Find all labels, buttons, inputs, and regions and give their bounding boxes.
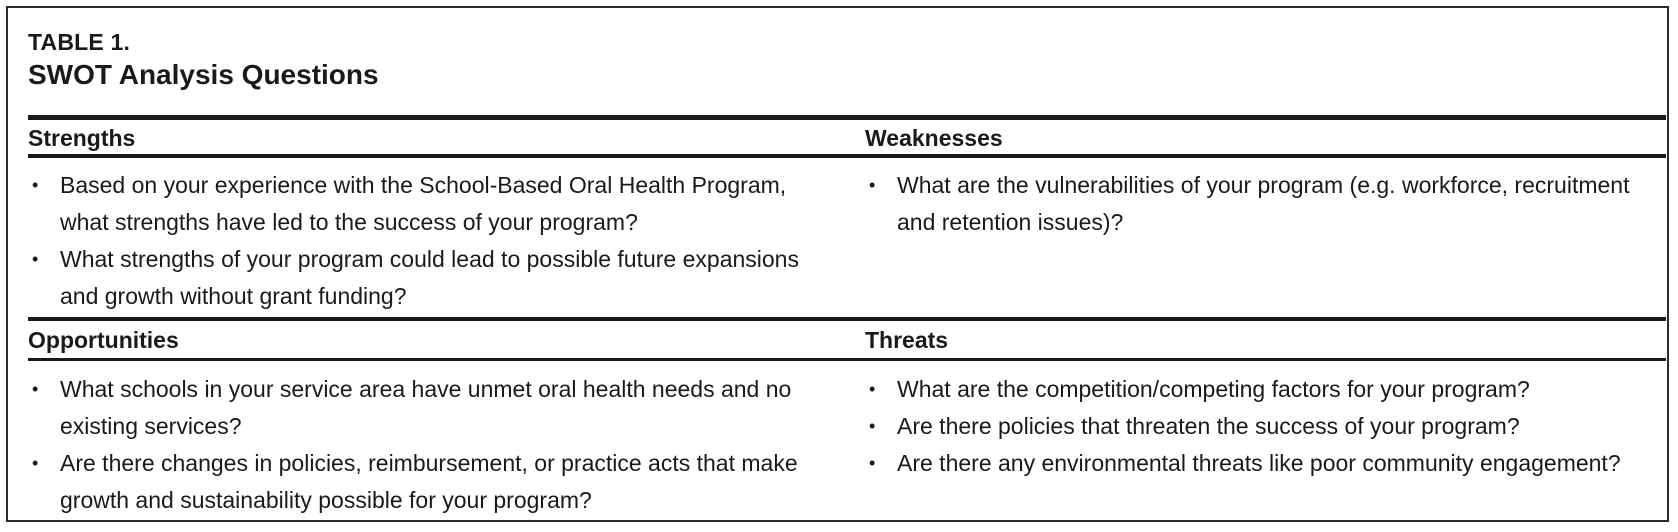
list-item <box>28 445 838 519</box>
list-item-text: What are the vulnerabilities of your program (e.g. workforce, recruitment and retention issues)? <box>897 172 1630 235</box>
list-item-text: What strengths of your program could lead to possible future expansions and growth without grant funding? <box>60 246 799 309</box>
list-item-text: Are there any environmental threats like poor community engagement? <box>897 450 1621 476</box>
list-item-text: Are there changes in policies, reimbursement, or practice acts that make growth and sustainability possible for your program? <box>60 450 798 513</box>
bullet-icon: • <box>32 453 39 473</box>
header-top-rule <box>28 115 1666 120</box>
header-bottom-rule <box>28 154 1666 158</box>
strengths-list <box>28 167 838 315</box>
bullet-icon: • <box>869 379 876 399</box>
weaknesses-heading: Weaknesses <box>865 125 1003 151</box>
list-item <box>28 241 838 315</box>
row-divider-rule <box>28 317 1666 321</box>
table-frame <box>6 6 1669 522</box>
bullet-icon: • <box>869 416 876 436</box>
list-item <box>865 167 1670 241</box>
table-label: TABLE 1. <box>28 29 131 55</box>
list-item-text: Are there policies that threaten the success of your program? <box>897 413 1520 439</box>
threats-list <box>865 371 1670 482</box>
list-item-text: Based on your experience with the School-Based Oral Health Program, what strengths have led to the success of your program? <box>60 172 787 235</box>
list-item <box>865 371 1670 408</box>
bullet-icon: • <box>869 453 876 473</box>
table-title: SWOT Analysis Questions <box>28 59 379 90</box>
weaknesses-list <box>865 167 1670 241</box>
list-item <box>865 408 1670 445</box>
list-item <box>28 371 838 445</box>
list-item <box>865 445 1670 482</box>
bullet-icon: • <box>869 175 876 195</box>
bullet-icon: • <box>32 175 39 195</box>
opportunities-list <box>28 371 838 519</box>
bullet-icon: • <box>32 379 39 399</box>
list-item <box>28 167 838 241</box>
list-item-text: What are the competition/competing factors for your program? <box>897 376 1530 402</box>
strengths-heading: Strengths <box>28 125 136 151</box>
bullet-icon: • <box>32 249 39 269</box>
second-header-rule <box>28 358 1666 361</box>
opportunities-heading: Opportunities <box>28 327 179 353</box>
threats-heading: Threats <box>865 327 949 353</box>
list-item-text: What schools in your service area have unmet oral health needs and no existing services? <box>60 376 792 439</box>
